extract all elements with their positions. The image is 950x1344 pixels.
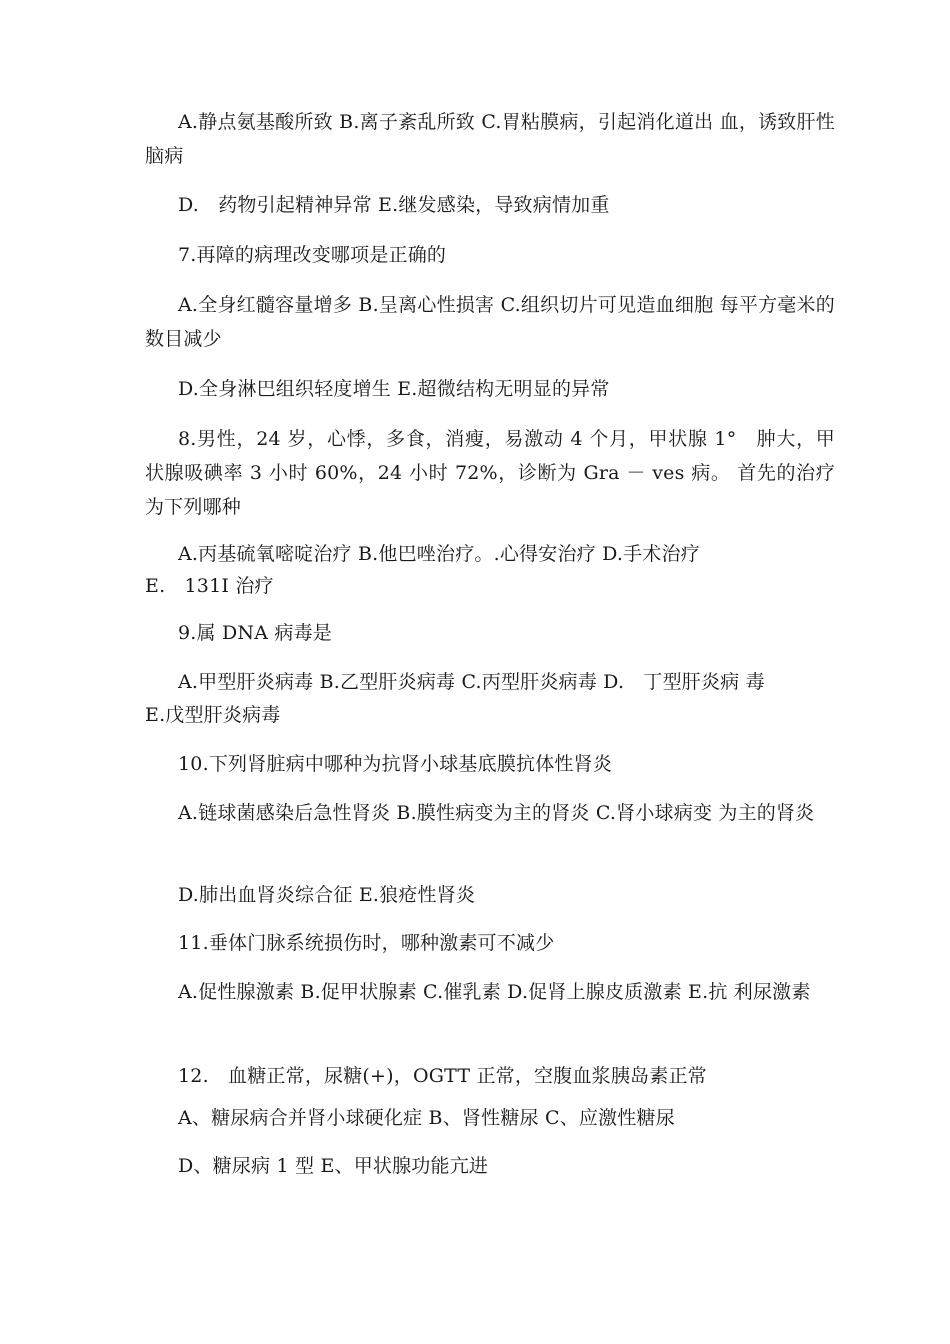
q9-option-e: E.戊型肝炎病毒 bbox=[145, 704, 281, 726]
q10-options-de: D.肺出血肾炎综合征 E.狼疮性肾炎 bbox=[178, 884, 476, 906]
q6-options-abc: A.静点氨基酸所致 B.离子紊乱所致 C.胃粘膜病，引起消化道出 血，诱致肝性脑病 bbox=[145, 111, 835, 167]
q12-options-abc: A、糖尿病合并肾小球硬化症 B、肾性糖尿 C、应激性糖尿 bbox=[178, 1107, 675, 1129]
q6-options-de: D. 药物引起精神异常 E.继发感染，导致病情加重 bbox=[178, 194, 610, 216]
q10-options-abc: A.链球菌感染后急性肾炎 B.膜性病变为主的肾炎 C.肾小球病变 为主的肾炎 bbox=[178, 802, 815, 824]
q8-options-abcd: A.丙基硫氧嘧啶治疗 B.他巴唑治疗。.心得安治疗 D.手术治疗 bbox=[178, 543, 700, 565]
q9-options-abcd: A.甲型肝炎病毒 B.乙型肝炎病毒 C.丙型肝炎病毒 D. 丁型肝炎病 毒 bbox=[178, 671, 765, 693]
q10-question: 10.下列肾脏病中哪种为抗肾小球基底膜抗体性肾炎 bbox=[178, 753, 613, 775]
q12-question: 12. 血糖正常，尿糖(+)，OGTT 正常，空腹血浆胰岛素正常 bbox=[178, 1065, 707, 1087]
q7-options-abc: A.全身红髓容量增多 B.呈离心性损害 C.组织切片可见造血细胞 每平方毫米的数目减少 bbox=[145, 294, 835, 350]
q7-options-de: D.全身淋巴组织轻度增生 E.超微结构无明显的异常 bbox=[178, 378, 610, 400]
q9-question: 9.属 DNA 病毒是 bbox=[178, 622, 332, 644]
q12-options-de: D、糖尿病 1 型 E、甲状腺功能亢进 bbox=[178, 1155, 489, 1177]
q8-question: 8.男性，24 岁，心悸，多食，消瘦，易激动 4 个月，甲状腺 1° 肿大，甲状腺吸碘率 3 小时 60%，24 小时 72%，诊断为 Gra － ves 病。 首先的治疗为下列哪种 bbox=[145, 428, 835, 518]
q11-question: 11.垂体门脉系统损伤时，哪种激素可不减少 bbox=[178, 932, 555, 954]
q11-options: A.促性腺激素 B.促甲状腺素 C.催乳素 D.促肾上腺皮质激素 E.抗 利尿激素 bbox=[178, 981, 811, 1003]
q7-question: 7.再障的病理改变哪项是正确的 bbox=[178, 244, 447, 266]
q8-option-e: E. 131I 治疗 bbox=[145, 575, 274, 597]
